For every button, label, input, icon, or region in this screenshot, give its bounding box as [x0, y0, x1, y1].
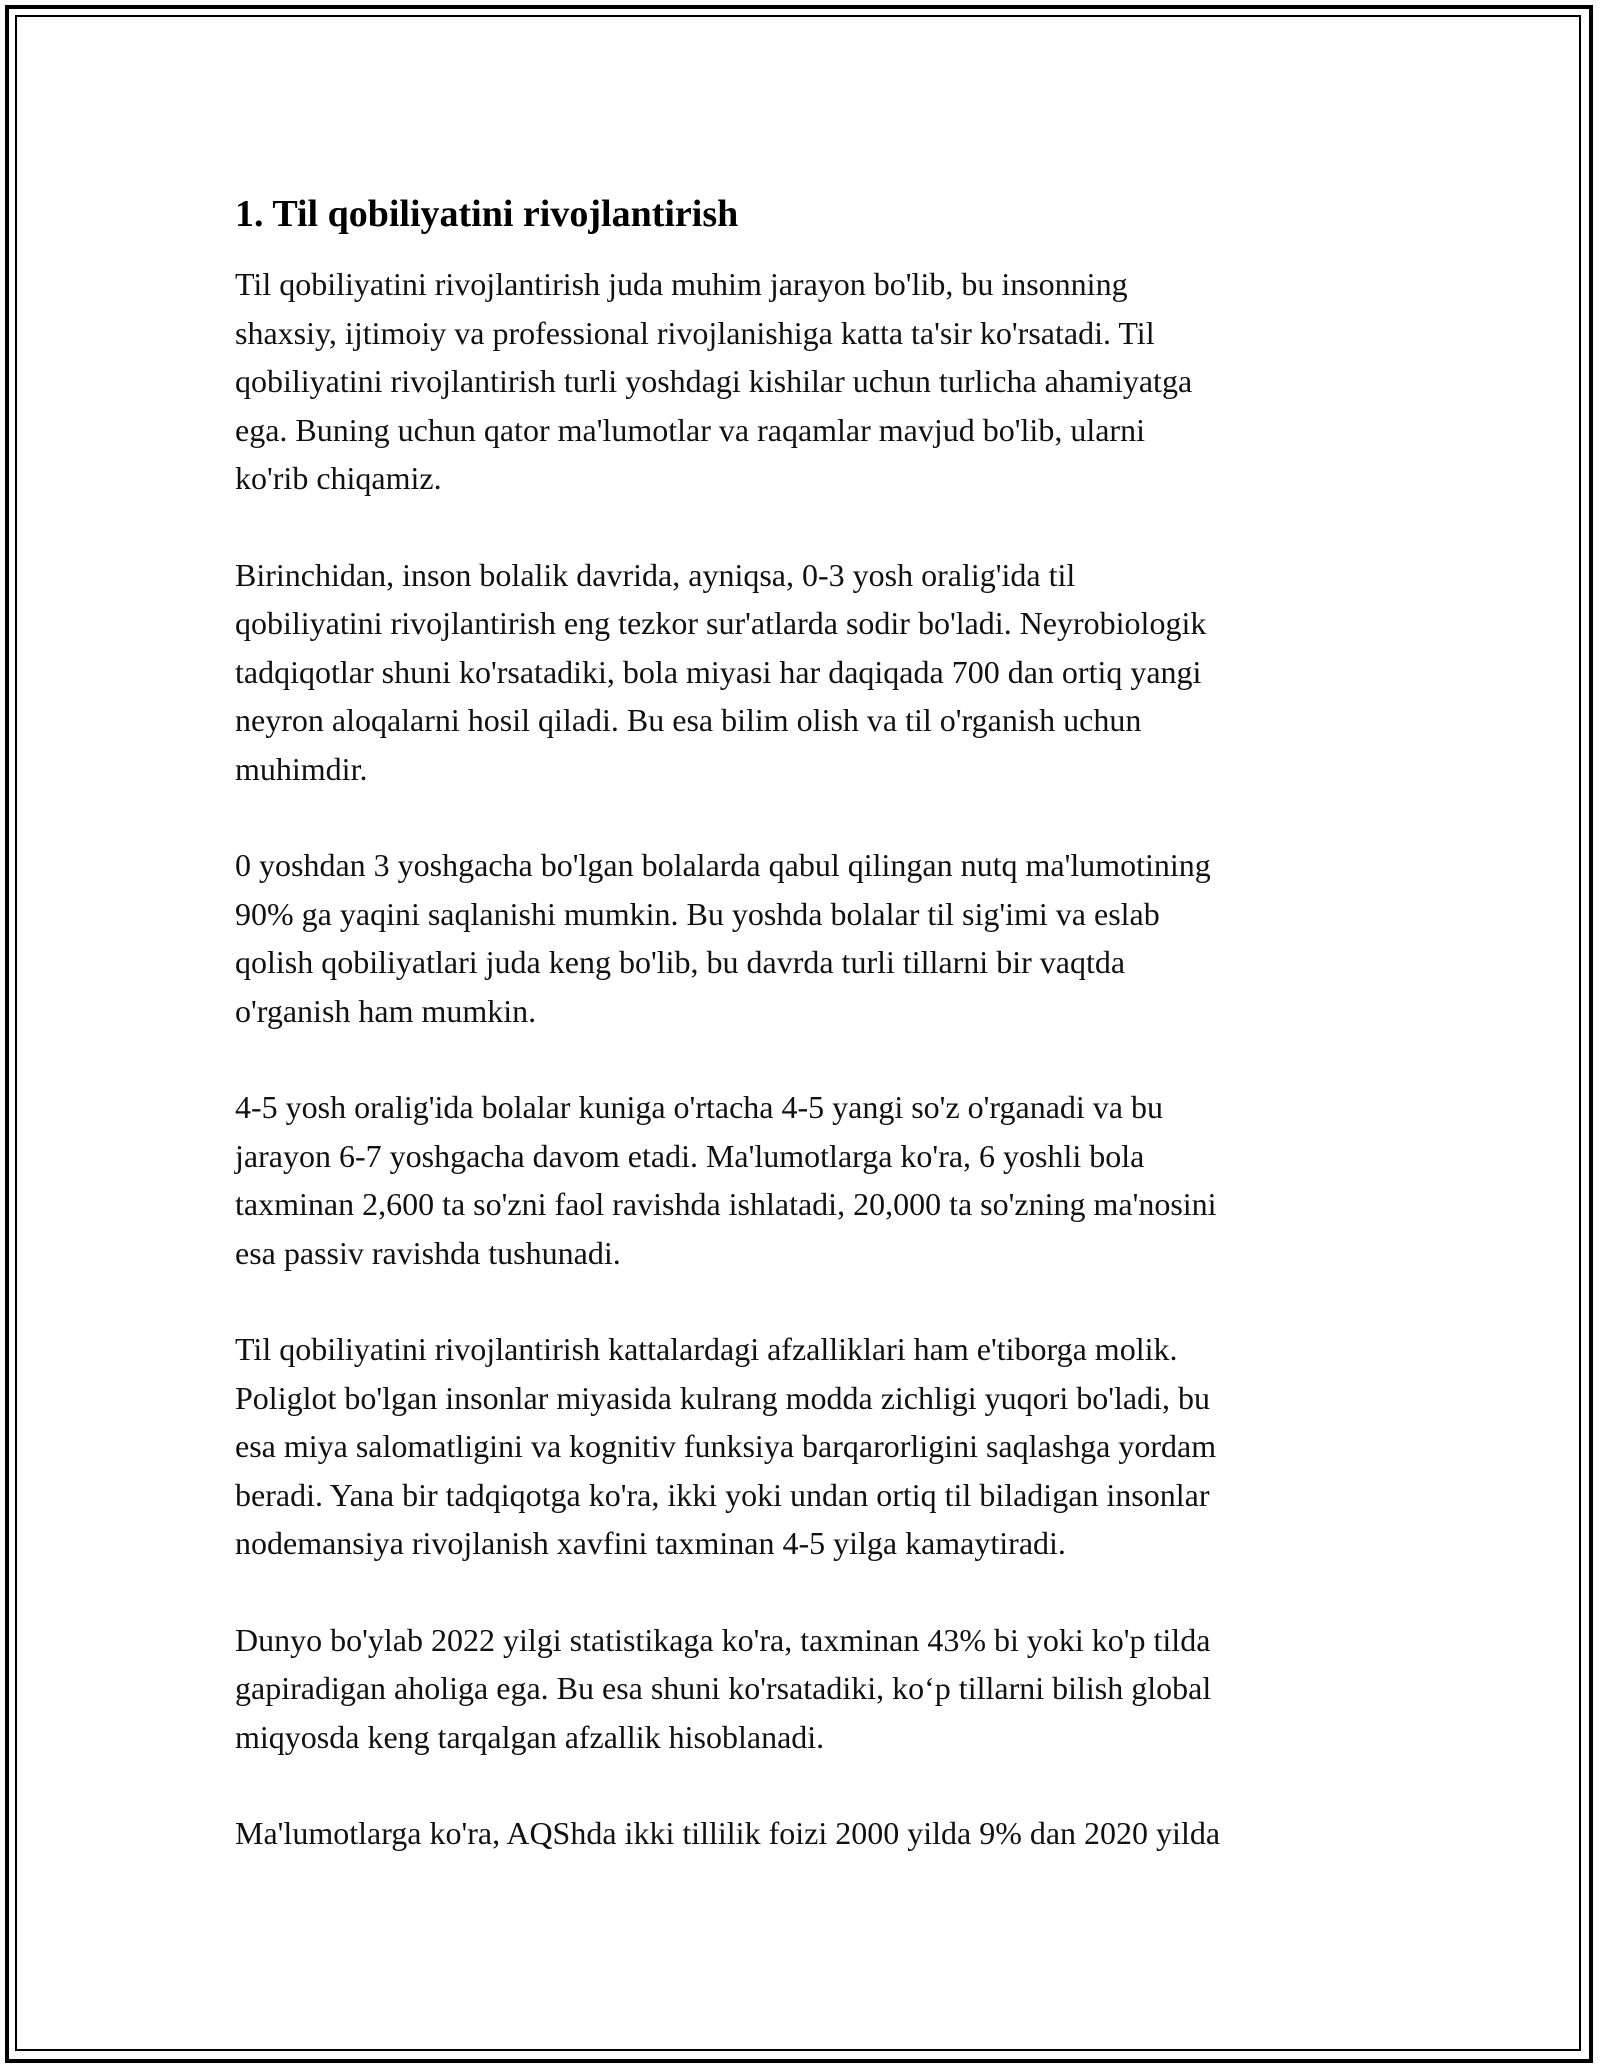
paragraph-1 [235, 260, 1395, 503]
paragraph-7 [235, 1809, 1395, 1858]
paragraph-6 [235, 1616, 1395, 1762]
text-line: nodemansiya rivojlanish xavfini taxminan 4-5 yilga kamaytiradi. [235, 1525, 1066, 1561]
text-line: 0 yoshdan 3 yoshgacha bo'lgan bolalarda qabul qilingan nutq ma'lumotining [235, 847, 1211, 883]
text-line: qobiliyatini rivojlantirish turli yoshdagi kishilar uchun turlicha ahamiyatga [235, 363, 1193, 399]
text-line: Ma'lumotlarga ko'ra, AQShda ikki tillilik foizi 2000 yilda 9% dan 2020 yilda [235, 1815, 1221, 1851]
section-heading: 1. Til qobiliyatini rivojlantirish [235, 193, 739, 235]
paragraph-5 [235, 1325, 1395, 1568]
text-line: 4-5 yosh oralig'ida bolalar kuniga o'rtacha 4-5 yangi so'z o'rganadi va bu [235, 1089, 1163, 1125]
text-line: esa miya salomatligini va kognitiv funksiya barqarorligini saqlashga yordam [235, 1428, 1217, 1464]
text-line: ega. Buning uchun qator ma'lumotlar va raqamlar mavjud bo'lib, ularni [235, 411, 1145, 448]
document-body [235, 188, 1395, 1906]
text-line: miqyosda keng tarqalgan afzallik hisoblanadi. [235, 1718, 825, 1755]
text-line: Dunyo bo'ylab 2022 yilgi statistikaga ko'ra, taxminan 43% bi yoki ko'p tilda [235, 1621, 1211, 1658]
text-line: qobiliyatini rivojlantirish eng tezkor sur'atlarda sodir bo'ladi. Neyrobiologik [235, 605, 1207, 641]
text-line: 90% ga yaqini saqlanishi mumkin. Bu yoshda bolalar til sig'imi va eslab [235, 895, 1160, 932]
text-line: qolish qobiliyatlari juda keng bo'lib, bu davrda turli tillarni bir vaqtda [235, 944, 1126, 980]
text-line: o'rganish ham mumkin. [235, 992, 537, 1029]
text-line: esa passiv ravishda tushunadi. [235, 1234, 621, 1271]
text-line: gapiradigan aholiga ega. Bu esa shuni ko'rsatadiki, ko‘p tillarni bilish global [235, 1670, 1212, 1706]
text-line: jarayon 6-7 yoshgacha davom etadi. Ma'lumotlarga ko'ra, 6 yoshli bola [235, 1137, 1145, 1174]
text-line: Til qobiliyatini rivojlantirish kattalardagi afzalliklari ham e'tiborga molik. [235, 1331, 1178, 1367]
text-line: shaxsiy, ijtimoiy va professional rivojlanishiga katta ta'sir ko'rsatadi. Til [235, 314, 1155, 351]
text-line: Til qobiliyatini rivojlantirish juda muhim jarayon bo'lib, bu insonning [235, 266, 1128, 302]
text-line: tadqiqotlar shuni ko'rsatadiki, bola miyasi har daqiqada 700 dan ortiq yangi [235, 653, 1202, 690]
text-line: muhimdir. [235, 750, 368, 787]
text-line: neyron aloqalarni hosil qiladi. Bu esa bilim olish va til o'rganish uchun [235, 702, 1142, 738]
text-line: taxminan 2,600 ta so'zni faol ravishda ishlatadi, 20,000 ta so'zning ma'nosini [235, 1186, 1217, 1222]
text-line: ko'rib chiqamiz. [235, 460, 442, 496]
text-line: Birinchidan, inson bolalik davrida, ayniqsa, 0-3 yosh oralig'ida til [235, 556, 1076, 593]
text-line: Poliglot bo'lgan insonlar miyasida kulrang modda zichligi yuqori bo'ladi, bu [235, 1379, 1210, 1416]
paragraph-4 [235, 1083, 1395, 1277]
paragraph-3 [235, 841, 1395, 1035]
paragraph-2 [235, 551, 1395, 794]
text-line: beradi. Yana bir tadqiqotga ko'ra, ikki yoki undan ortiq til biladigan insonlar [235, 1476, 1210, 1513]
